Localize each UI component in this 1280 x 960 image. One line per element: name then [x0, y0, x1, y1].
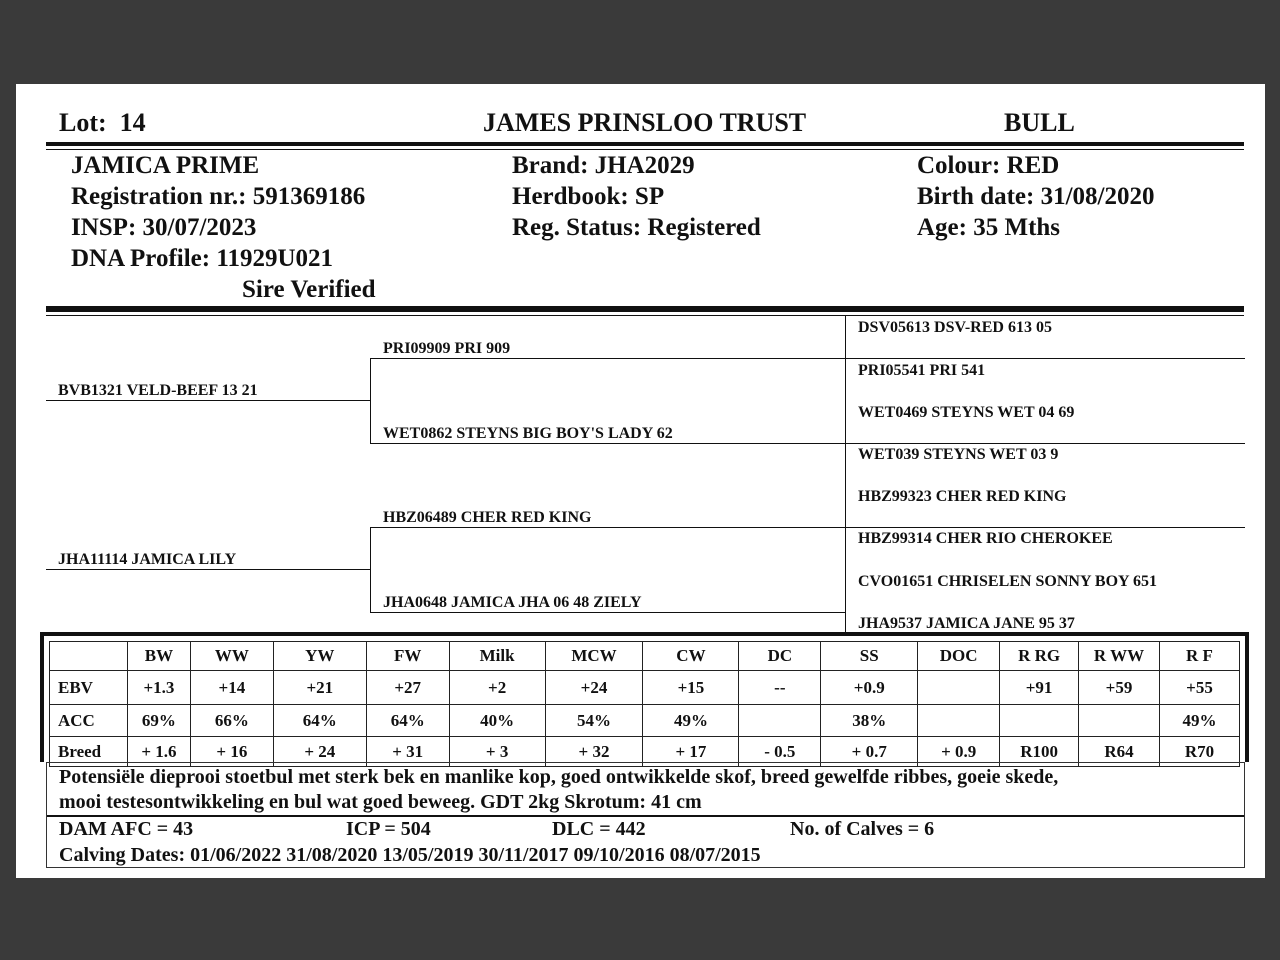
lot-label-text: Lot: — [59, 108, 107, 137]
ebv-header-cell: CW — [643, 642, 739, 671]
table-cell: 40% — [449, 705, 545, 737]
ebv-row-ebv — [50, 671, 1240, 705]
ebv-header-cell: FW — [366, 642, 449, 671]
header-rule-thin — [46, 149, 1244, 150]
table-cell: + 24 — [273, 737, 366, 767]
comment-line-2: mooi testesontwikkeling en bul wat goed beweeg. GDT 2kg Skrotum: 41 cm — [59, 791, 702, 813]
age: Age: 35 Mths — [917, 214, 1061, 241]
pedigree-line — [845, 316, 846, 632]
pedigree-line — [46, 400, 370, 401]
table-cell: +2 — [449, 671, 545, 705]
ebv-header-cell: MCW — [545, 642, 643, 671]
table-cell: + 32 — [545, 737, 643, 767]
lot-number: 14 — [119, 108, 146, 137]
pedigree-dam-sire: HBZ06489 CHER RED KING — [383, 509, 592, 526]
brand: Brand: JHA2029 — [512, 152, 695, 179]
table-cell: ACC — [50, 705, 128, 737]
pedigree-line — [845, 527, 1245, 528]
table-cell — [1000, 705, 1079, 737]
ebv-header-cell: R F — [1159, 642, 1239, 671]
table-cell: +91 — [1000, 671, 1079, 705]
ebv-header-cell: DOC — [918, 642, 1000, 671]
table-cell: 38% — [821, 705, 918, 737]
pedigree-sire-dam: WET0862 STEYNS BIG BOY'S LADY 62 — [383, 425, 673, 442]
ebv-header-cell: SS — [821, 642, 918, 671]
table-cell: + 31 — [366, 737, 449, 767]
calving-dates: Calving Dates: 01/06/2022 31/08/2020 13/05/2019 30/11/2017 09/10/2016 08/07/2015 — [59, 844, 761, 866]
table-cell: - 0.5 — [739, 737, 821, 767]
table-cell: + 3 — [449, 737, 545, 767]
table-cell — [918, 705, 1000, 737]
table-cell: + 16 — [190, 737, 273, 767]
table-cell: + 0.9 — [918, 737, 1000, 767]
dna-profile: DNA Profile: 11929U021 — [71, 245, 334, 272]
table-cell: + 1.6 — [127, 737, 190, 767]
pedigree-line — [845, 443, 1245, 444]
table-cell: R100 — [1000, 737, 1079, 767]
table-cell: +0.9 — [821, 671, 918, 705]
sire-verified: Sire Verified — [242, 276, 376, 303]
comment-line-1: Potensiële dieprooi stoetbul met sterk bek en manlike kop, goed ontwikkelde skof, breed gewelfde ribbes, goeie skede, — [59, 766, 1059, 788]
ebv-header-cell: R RG — [1000, 642, 1079, 671]
table-cell: + 0.7 — [821, 737, 918, 767]
ebv-header-cell: WW — [190, 642, 273, 671]
ebv-row-acc — [50, 705, 1240, 737]
table-cell: 54% — [545, 705, 643, 737]
pedigree-gg-8: JHA9537 JAMICA JANE 95 37 — [858, 615, 1075, 632]
table-cell: +1.3 — [127, 671, 190, 705]
table-cell: +14 — [190, 671, 273, 705]
pedigree-line — [370, 443, 845, 444]
table-cell: +15 — [643, 671, 739, 705]
ebv-header-cell: DC — [739, 642, 821, 671]
table-cell: 49% — [1159, 705, 1239, 737]
table-cell: R64 — [1079, 737, 1160, 767]
ebv-header-cell: Milk — [449, 642, 545, 671]
table-cell: 69% — [127, 705, 190, 737]
pedigree-sire: BVB1321 VELD-BEEF 13 21 — [58, 382, 258, 399]
pedigree-gg-5: HBZ99323 CHER RED KING — [858, 488, 1067, 505]
pedigree-gg-2: PRI05541 PRI 541 — [858, 362, 986, 379]
table-cell — [739, 705, 821, 737]
pedigree-gg-3: WET0469 STEYNS WET 04 69 — [858, 404, 1075, 421]
pedigree-gg-1: DSV05613 DSV-RED 613 05 — [858, 319, 1052, 336]
pedigree-dam-dam: JHA0648 JAMICA JHA 06 48 ZIELY — [383, 594, 642, 611]
birth-date: Birth date: 31/08/2020 — [917, 183, 1155, 210]
table-cell: +21 — [273, 671, 366, 705]
table-cell — [1079, 705, 1160, 737]
animal-type: BULL — [1004, 108, 1075, 137]
pedigree-line — [370, 358, 371, 443]
table-cell: 64% — [273, 705, 366, 737]
table-cell: + 17 — [643, 737, 739, 767]
pedigree-line — [370, 612, 845, 613]
table-cell: +55 — [1159, 671, 1239, 705]
pedigree-line — [370, 527, 845, 528]
pedigree-dam: JHA11114 JAMICA LILY — [58, 551, 237, 568]
pedigree-line — [370, 527, 371, 612]
table-cell: -- — [739, 671, 821, 705]
inspection-date: INSP: 30/07/2023 — [71, 214, 257, 241]
table-cell — [918, 671, 1000, 705]
ebv-header-row — [50, 642, 1240, 671]
pedigree-line — [845, 358, 1245, 359]
table-cell: R70 — [1159, 737, 1239, 767]
pedigree-line — [46, 569, 370, 570]
table-cell: EBV — [50, 671, 128, 705]
info-rule-thin — [46, 315, 1244, 316]
info-rule-thick — [46, 306, 1244, 312]
dam-afc: DAM AFC = 43 — [59, 818, 194, 840]
animal-name: JAMICA PRIME — [71, 152, 260, 179]
table-cell: 49% — [643, 705, 739, 737]
ebv-header-cell: BW — [127, 642, 190, 671]
ebv-header-cell — [50, 642, 128, 671]
registration-number: Registration nr.: 591369186 — [71, 183, 366, 210]
table-cell: 64% — [366, 705, 449, 737]
seller-name: JAMES PRINSLOO TRUST — [483, 108, 807, 137]
table-cell: +27 — [366, 671, 449, 705]
reg-status: Reg. Status: Registered — [512, 214, 761, 241]
table-cell: Breed — [50, 737, 128, 767]
number-of-calves: No. of Calves = 6 — [790, 818, 935, 840]
dlc: DLC = 442 — [552, 818, 646, 840]
pedigree-sire-sire: PRI09909 PRI 909 — [383, 340, 511, 357]
table-cell: +59 — [1079, 671, 1160, 705]
header-rule-thick — [46, 142, 1244, 146]
ebv-header-cell: R WW — [1079, 642, 1160, 671]
pedigree-gg-7: CVO01651 CHRISELEN SONNY BOY 651 — [858, 573, 1157, 590]
table-cell: +24 — [545, 671, 643, 705]
pedigree-line — [370, 358, 845, 359]
lot-label — [59, 108, 146, 138]
herdbook: Herdbook: SP — [512, 183, 665, 210]
ebv-header-cell: YW — [273, 642, 366, 671]
notes-divider — [47, 815, 1244, 817]
pedigree-gg-6: HBZ99314 CHER RIO CHEROKEE — [858, 530, 1113, 547]
pedigree-gg-4: WET039 STEYNS WET 03 9 — [858, 446, 1059, 463]
icp: ICP = 504 — [346, 818, 431, 840]
colour: Colour: RED — [917, 152, 1060, 179]
table-cell: 66% — [190, 705, 273, 737]
ebv-table — [49, 641, 1240, 767]
